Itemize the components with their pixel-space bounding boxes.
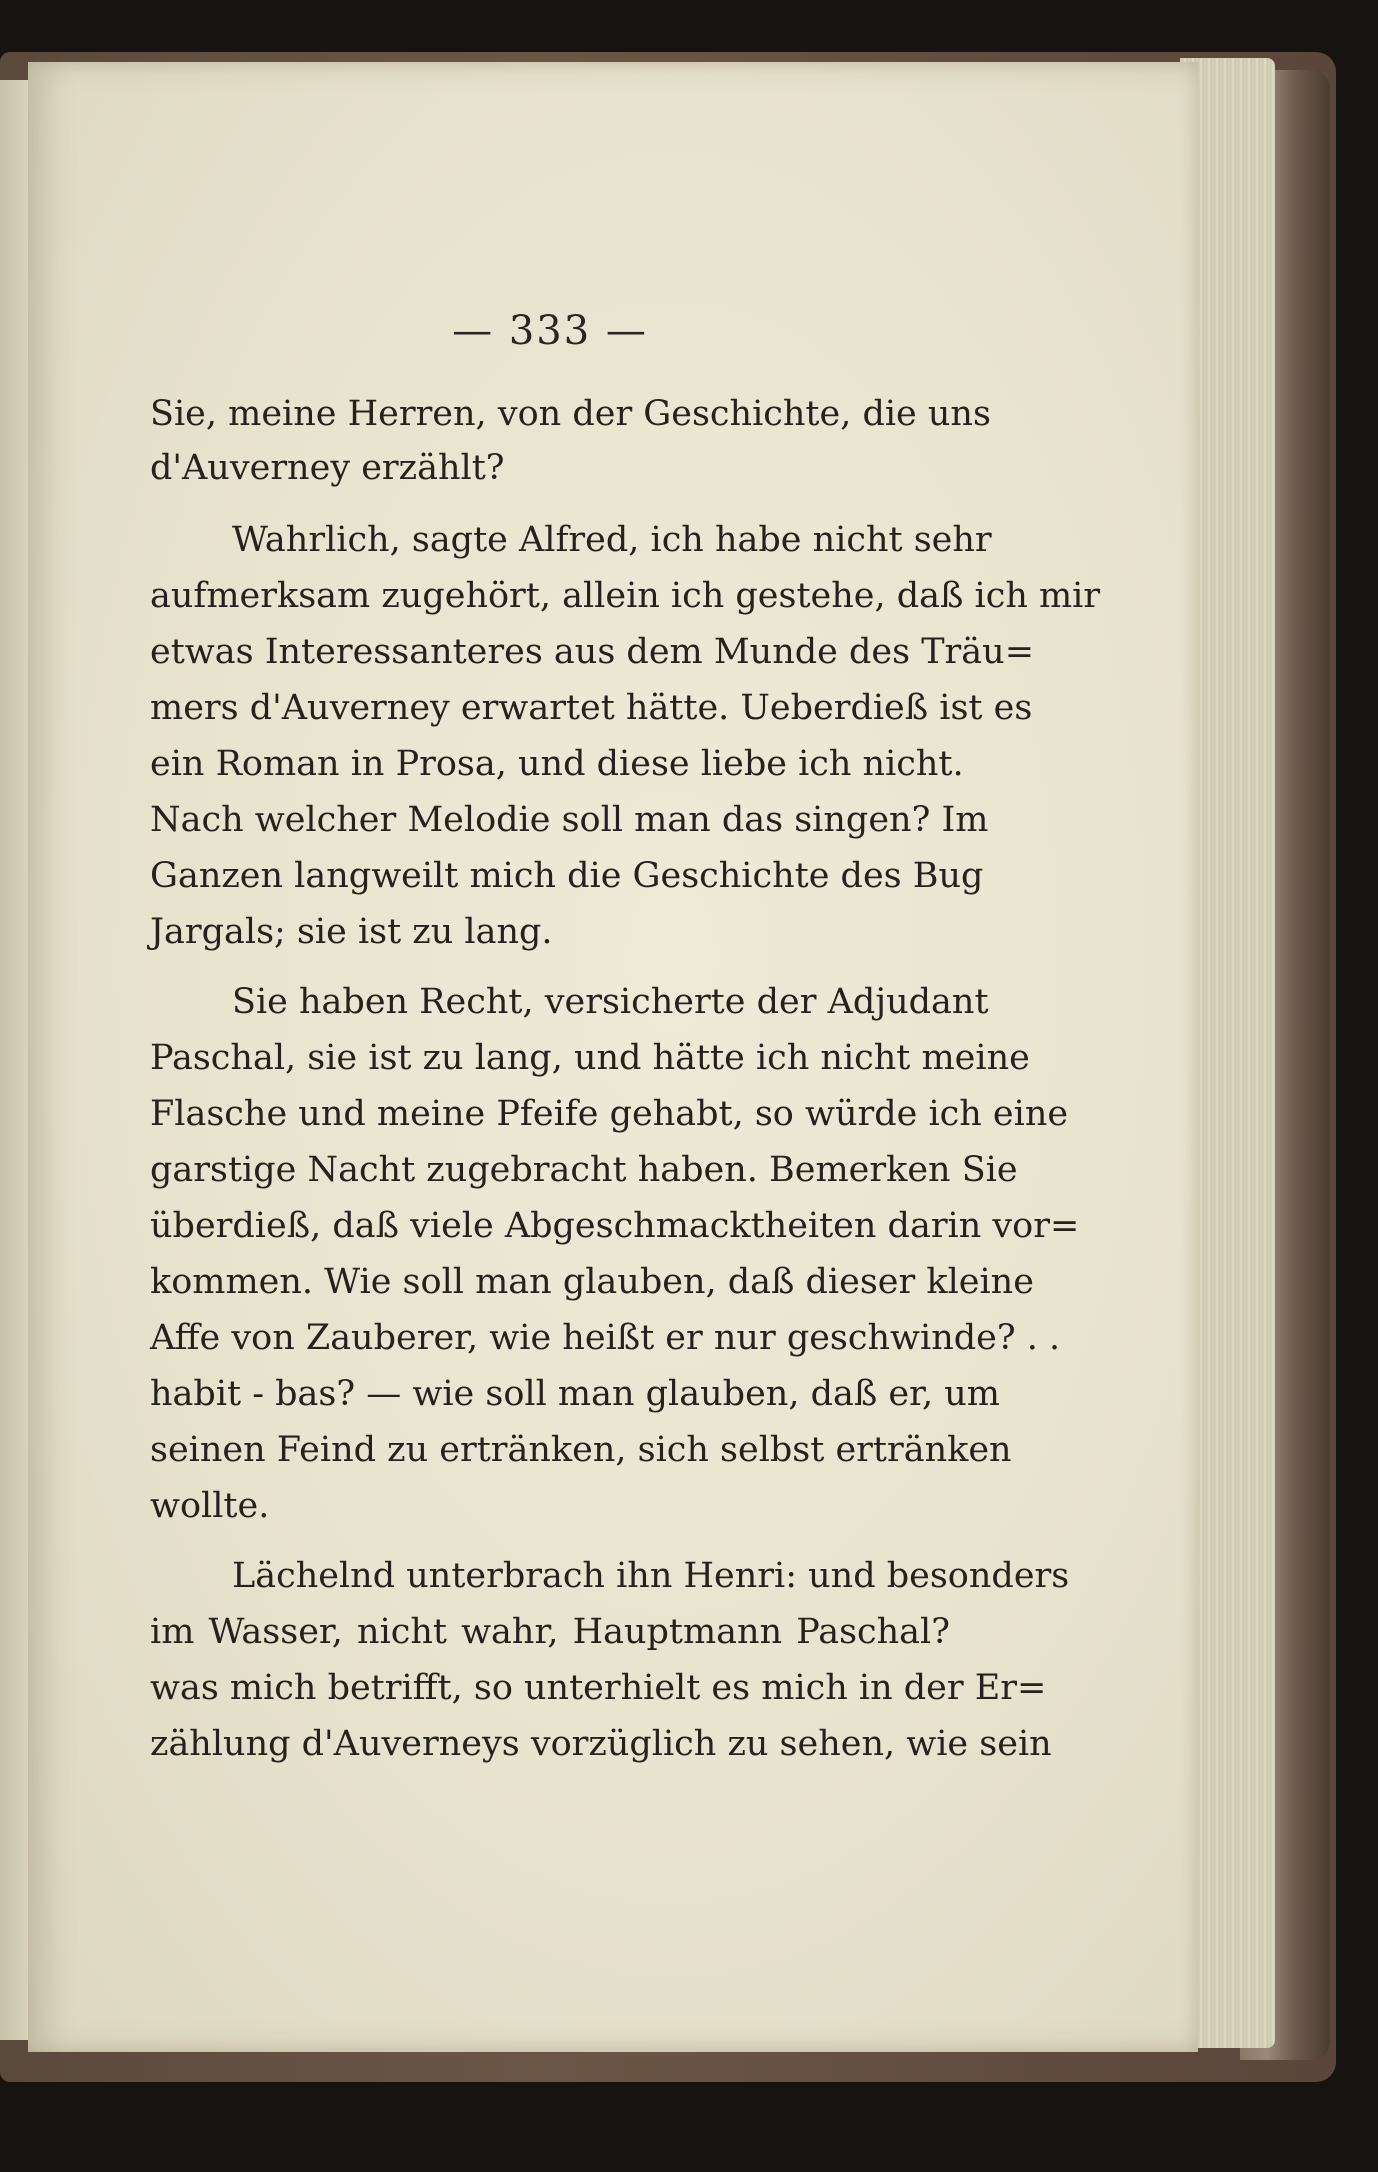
text-line: mers d'Auverney erwartet hätte. Ueberdieß ist es [150, 688, 1033, 728]
text-line: d'Auverney erzählt? [150, 448, 505, 488]
text-line: überdieß, daß viele Abgeschmacktheiten darin vor= [150, 1206, 1080, 1246]
text-line: Sie, meine Herren, von der Geschichte, die uns [150, 394, 991, 434]
text-line: aufmerksam zugehört, allein ich gestehe, daß ich mir [150, 576, 1101, 616]
text-line: Lächelnd unterbrach ihn Henri: und besonders [232, 1556, 1070, 1596]
text-line: ein Roman in Prosa, und diese liebe ich nicht. [150, 744, 964, 784]
text-line: garstige Nacht zugebracht haben. Bemerken Sie [150, 1150, 1018, 1190]
text-line: Ganzen langweilt mich die Geschichte des Bug [150, 856, 984, 896]
text-line: Paschal, sie ist zu lang, und hätte ich nicht meine [150, 1038, 1030, 1078]
text-line: etwas Interessanteres aus dem Munde des Träu= [150, 632, 1035, 672]
page-number: — 333 — [452, 308, 648, 354]
text-line: Jargals; sie ist zu lang. [150, 912, 553, 952]
text-line: seinen Feind zu ertränken, sich selbst ertränken [150, 1430, 1012, 1470]
text-line: zählung d'Auverneys vorzüglich zu sehen, wie sein [150, 1724, 1052, 1764]
text-line: habit - bas? — wie soll man glauben, daß er, um [150, 1374, 1000, 1414]
text-line: Wahrlich, sagte Alfred, ich habe nicht sehr [232, 520, 992, 560]
text-line: Nach welcher Melodie soll man das singen? Im [150, 800, 989, 840]
text-line: kommen. Wie soll man glauben, daß dieser kleine [150, 1262, 1034, 1302]
text-line: Flasche und meine Pfeife gehabt, so würde ich eine [150, 1094, 1069, 1134]
text-line: was mich betrifft, so unterhielt es mich in der Er= [150, 1668, 1047, 1708]
text-line: wollte. [150, 1486, 270, 1526]
text-line: im Wasser, nicht wahr, Hauptmann Paschal? [150, 1612, 950, 1652]
text-line: Affe von Zauberer, wie heißt er nur geschwinde? . . [150, 1318, 1061, 1358]
text-line: Sie haben Recht, versicherte der Adjudant [232, 982, 989, 1022]
